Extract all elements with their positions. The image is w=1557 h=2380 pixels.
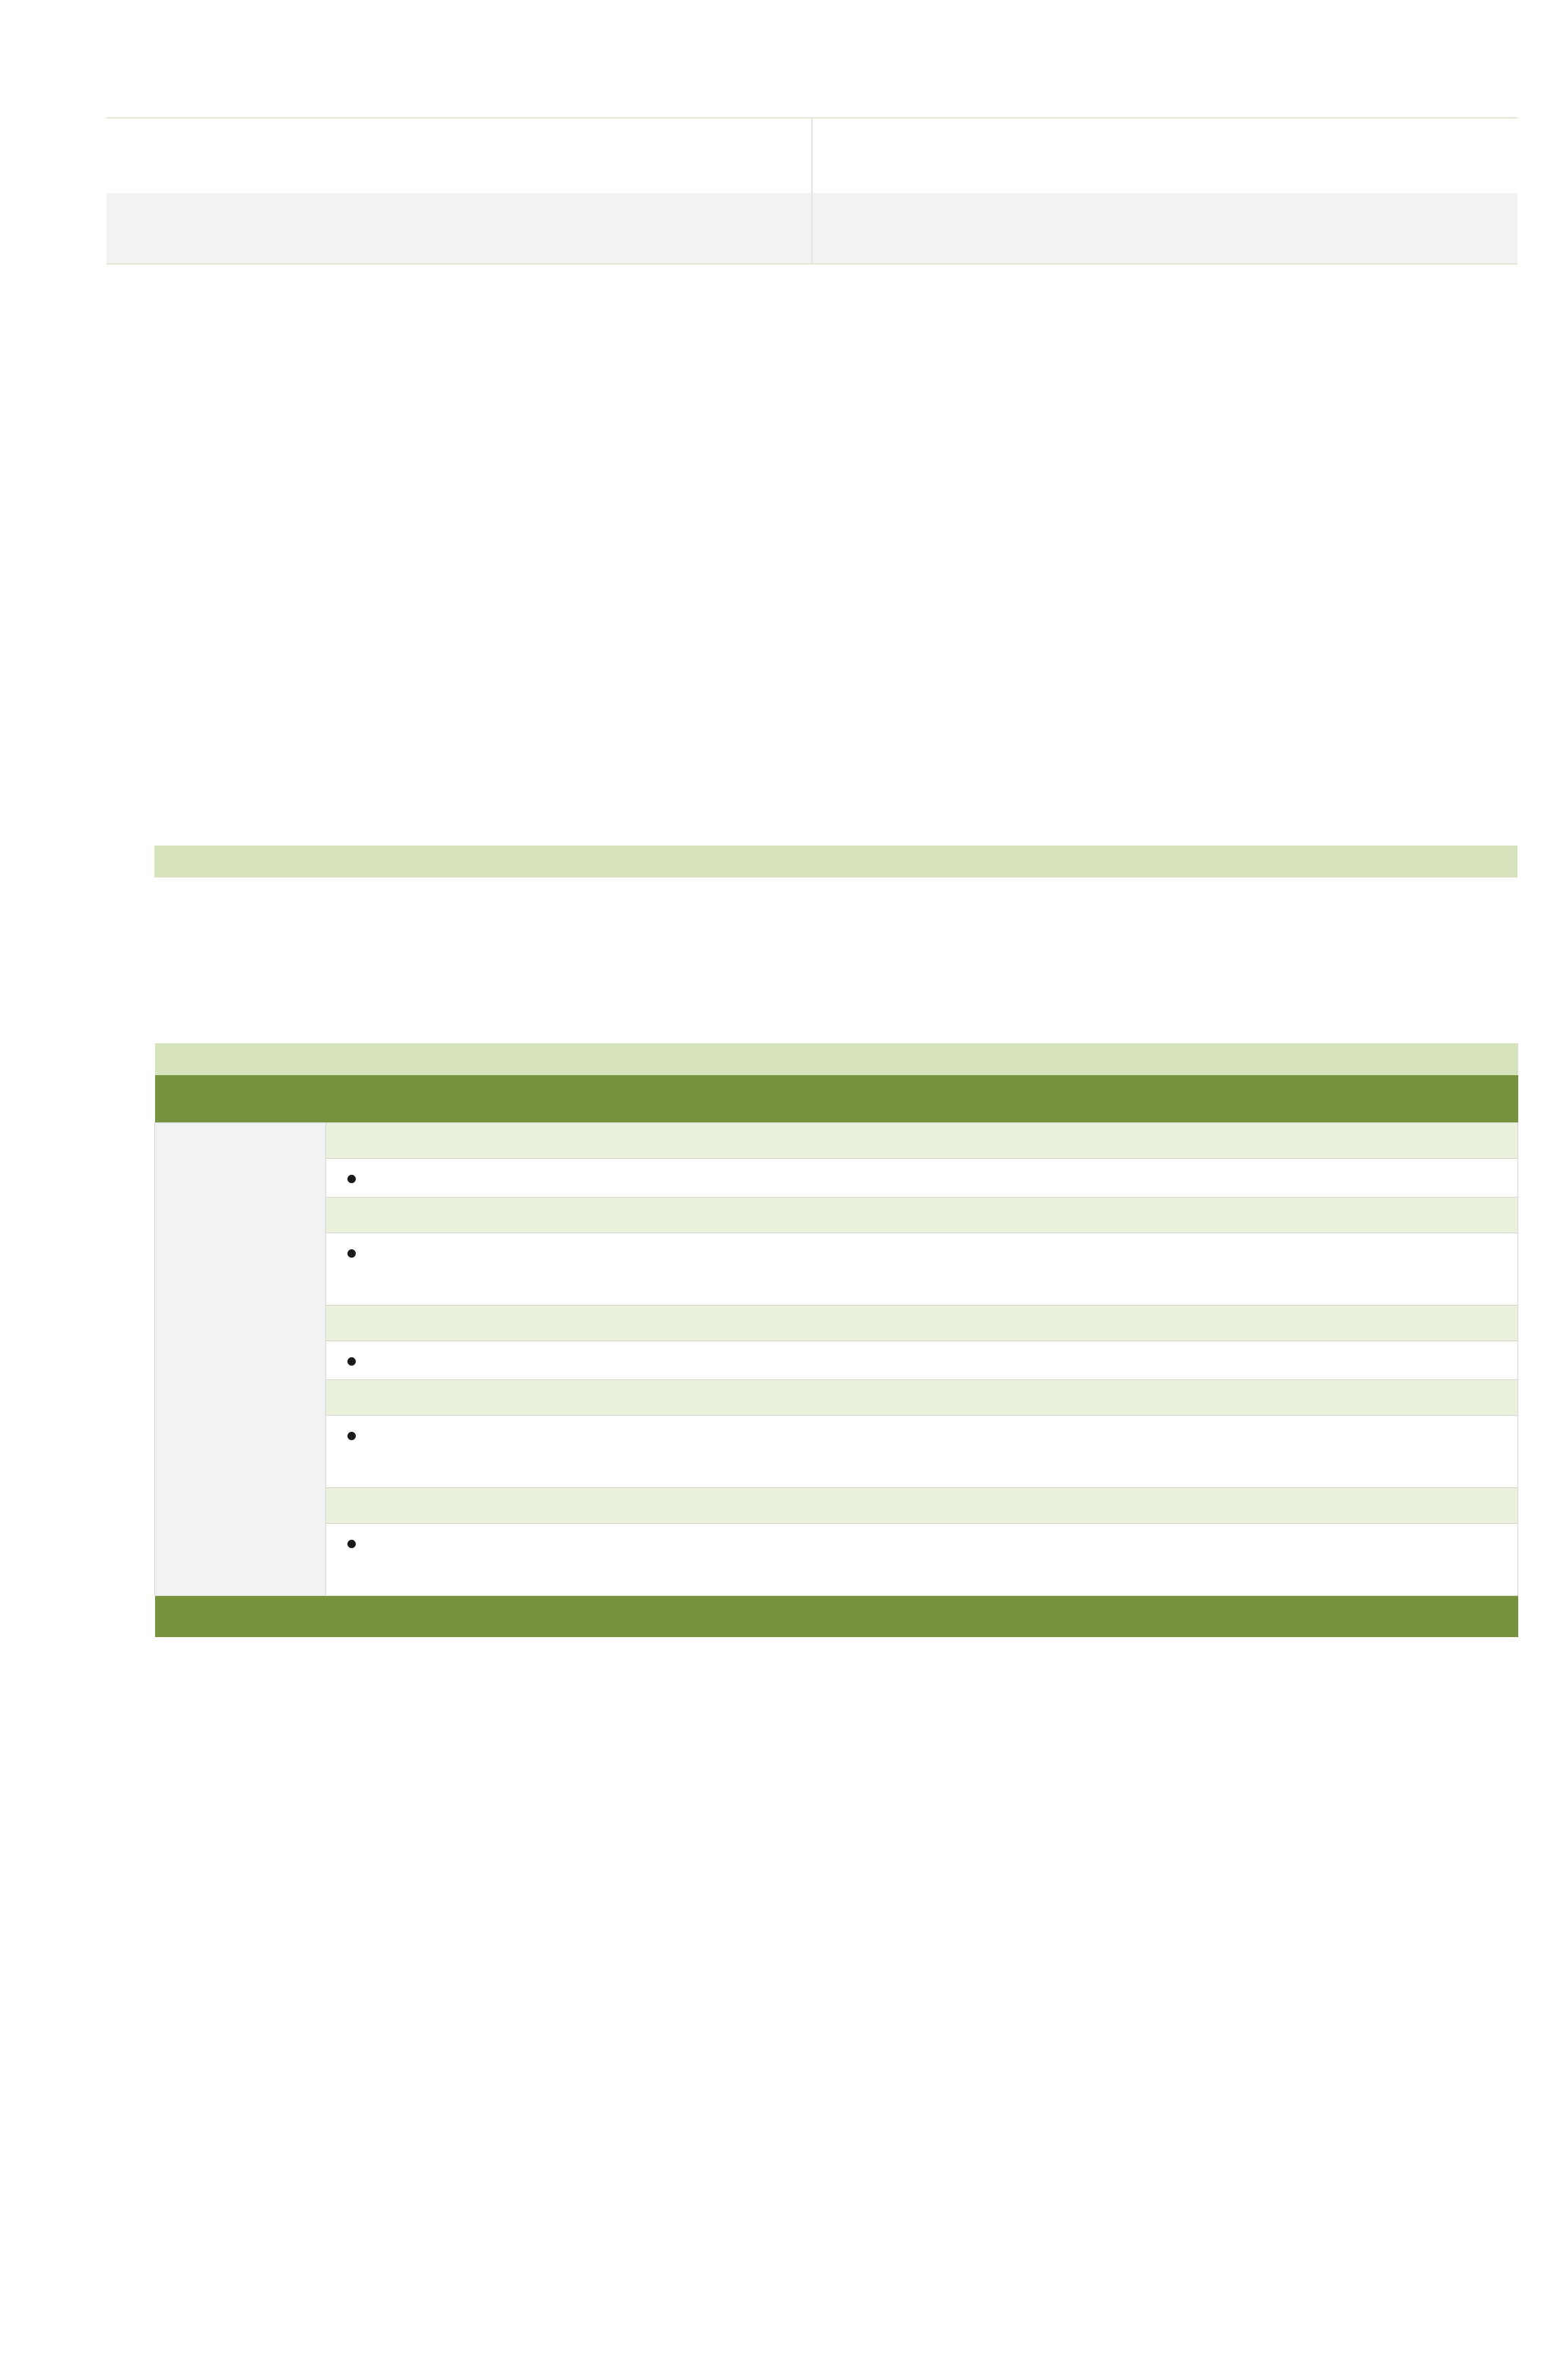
meeting-title xyxy=(155,1043,1518,1075)
kegiatan-inti-label xyxy=(155,1123,326,1596)
topic-value xyxy=(309,195,327,262)
time-cell xyxy=(812,155,1517,192)
topic-cell xyxy=(106,192,812,264)
literasi-body xyxy=(326,1159,1518,1198)
creat-bullet xyxy=(341,1527,1502,1594)
comm-bullet xyxy=(341,1419,1502,1486)
subject-cell xyxy=(106,155,812,192)
critical-body xyxy=(326,1233,1518,1306)
critical-bullet xyxy=(341,1236,1502,1303)
school-cell xyxy=(106,118,812,155)
identity-table xyxy=(106,117,1517,265)
phase-pendahuluan xyxy=(155,1075,1518,1116)
collab-heading xyxy=(326,1306,1518,1341)
creat-body xyxy=(326,1524,1518,1596)
section-tujuan-heading xyxy=(106,306,255,339)
critical-heading xyxy=(326,1198,1518,1233)
alat-header xyxy=(813,846,1517,877)
media-header xyxy=(154,846,813,877)
media-table xyxy=(154,846,1517,877)
comm-body xyxy=(326,1416,1518,1488)
kd-cell xyxy=(812,192,1517,264)
class-cell xyxy=(812,118,1517,155)
section-kegiatan-heading xyxy=(106,1008,201,1042)
phase-penutup xyxy=(155,1596,1518,1638)
divider xyxy=(155,1116,1518,1123)
literasi-heading xyxy=(326,1123,1518,1159)
creat-heading xyxy=(326,1488,1518,1524)
comm-heading xyxy=(326,1380,1518,1416)
kegiatan-table xyxy=(154,1043,1518,1637)
collab-bullet xyxy=(341,1344,1502,1378)
collab-body xyxy=(326,1341,1518,1380)
section-penilaian-heading xyxy=(106,2053,179,2086)
literasi-bullet xyxy=(341,1162,1502,1195)
topic-value-line-2 xyxy=(309,231,327,258)
